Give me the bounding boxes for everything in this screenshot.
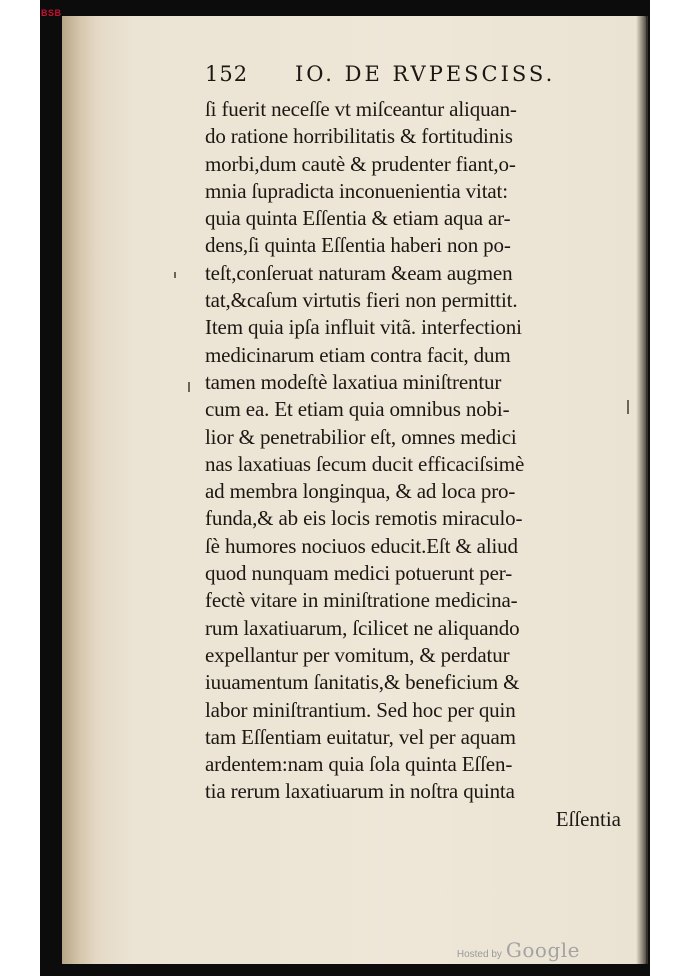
- text-line: funda,& ab eis locis remotis miraculo-: [205, 506, 523, 531]
- page-number: 152: [205, 62, 249, 86]
- text-line: expellantur per vomitum, & perdatur: [205, 642, 510, 667]
- text-line: mnia ſupradicta inconuenientia vitat:: [205, 178, 508, 203]
- text-line: lior & penetrabilior eſt, omnes medici: [205, 424, 517, 449]
- text-line: ſè humores nociuos educit.Eſt & aliud: [205, 533, 518, 558]
- library-logo: BSB: [41, 8, 62, 18]
- page-gutter-shadow: [62, 16, 96, 964]
- text-line: medicinarum etiam contra facit, dum: [205, 342, 511, 367]
- text-line: ardentem:nam quia ſola quinta Eſſen-: [205, 752, 513, 777]
- text-line: ad membra longinqua, & ad loca pro-: [205, 479, 516, 504]
- catchword: Eſſentia: [555, 806, 621, 831]
- margin-mark: [627, 400, 629, 414]
- text-line: labor miniſtrantium. Sed hoc per quin: [205, 697, 516, 722]
- text-line: do ratione horribilitatis & fortitudinis: [205, 124, 513, 149]
- page-text-block: [205, 62, 625, 833]
- text-line: tam Eſſentiam euitatur, vel per aquam: [205, 724, 516, 749]
- page-header: [205, 62, 625, 96]
- text-line: cum ea. Et etiam quia omnibus nobi-: [205, 397, 510, 422]
- text-line: nas laxatiuas ſecum ducit efficaciſsimè: [205, 451, 525, 476]
- page-edge-shadow: [636, 16, 648, 964]
- hosted-by-credit: [457, 938, 580, 962]
- text-line: dens,ſi quinta Eſſentia haberi non po-: [205, 233, 511, 258]
- text-line: teſt,conſeruat naturam &eam augmen: [205, 260, 513, 285]
- text-line: Item quia ipſa influit vitã. interfectioni: [205, 315, 522, 340]
- running-head: IO. DE RVPESCISS.: [295, 62, 556, 86]
- text-line: iuuamentum ſanitatis,& beneficium &: [205, 670, 520, 695]
- text-line: quod nunquam medici potuerunt per-: [205, 561, 513, 586]
- text-line: quia quinta Eſſentia & etiam aqua ar-: [205, 206, 511, 231]
- margin-mark: [188, 382, 190, 392]
- text-line: ſi fuerit neceſſe vt miſceantur aliquan-: [205, 97, 517, 121]
- text-line: morbi,dum cautè & prudenter fiant,o-: [205, 151, 516, 176]
- text-line: fectè vitare in miniſtratione medicina-: [205, 588, 518, 613]
- text-line: tia rerum laxatiuarum in noſtra quinta: [205, 779, 515, 804]
- google-logo: Google: [505, 938, 580, 962]
- hosted-by-label: Hosted by: [456, 949, 502, 960]
- body-text: [205, 96, 625, 806]
- margin-mark: [174, 272, 176, 278]
- text-line: rum laxatiuarum, ſcilicet ne aliquando: [205, 615, 520, 640]
- text-line: tamen modeſtè laxatiua miniſtrentur: [205, 369, 502, 394]
- text-line: tat,&caſum virtutis fieri non permittit.: [205, 288, 518, 313]
